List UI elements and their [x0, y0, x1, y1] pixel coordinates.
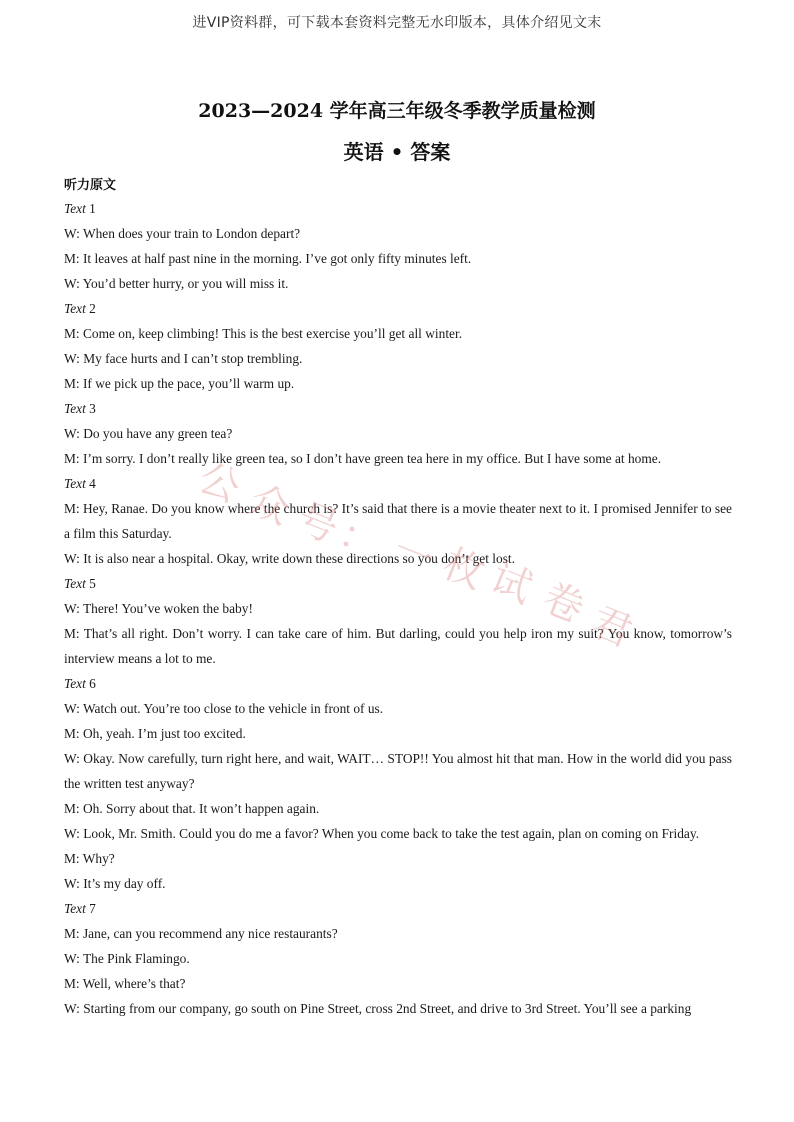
text-label-word: Text	[64, 676, 86, 691]
text-label-number: 1	[85, 201, 96, 216]
dialogue-line: M: Well, where’s that?	[64, 976, 186, 991]
page-title: 2023—2024 学年高三年级冬季教学质量检测	[198, 100, 596, 122]
dialogue-line: M: Oh. Sorry about that. It won’t happen again.	[64, 801, 320, 816]
dialogue-line: M: That’s all right. Don’t worry. I can take care of him. But darling, could you help iron my suit? You know, tomorrow’s interview means a lot to me.	[64, 626, 732, 666]
dialogue-line: W: The Pink Flamingo.	[64, 951, 190, 966]
dialogue-line: W: Okay. Now carefully, turn right here, and wait, WAIT… STOP!! You almost hit that man. How in the world did you pass the written test anyway?	[64, 751, 732, 791]
text-section-label	[64, 296, 732, 321]
section-heading: 听力原文	[64, 178, 117, 193]
text-label-word: Text	[64, 576, 86, 591]
text-label-number: 3	[85, 401, 96, 416]
text-section-label	[64, 571, 732, 596]
dialogue-line: W: It’s my day off.	[64, 876, 166, 891]
dialogue-line: W: There! You’ve woken the baby!	[64, 601, 253, 616]
watermark-glyph: 一	[386, 526, 441, 585]
text-label-number: 5	[85, 576, 96, 591]
dialogue-line: M: Jane, can you recommend any nice restaurants?	[64, 926, 338, 941]
watermark-glyph: ：	[332, 510, 387, 569]
dialogue-line: W: You’d better hurry, or you will miss it.	[64, 276, 289, 291]
dialogue-line: W: Watch out. You’re too close to the vehicle in front of us.	[64, 701, 384, 716]
watermark-glyph: 试	[484, 554, 539, 613]
text-section-label	[64, 196, 732, 221]
text-label-number: 2	[85, 301, 96, 316]
dialogue-line: W: Do you have any green tea?	[64, 426, 233, 441]
transcript	[64, 196, 732, 1021]
text-section-label	[64, 471, 732, 496]
dialogue-line: M: I’m sorry. I don’t really like green tea, so I don’t have green tea here in my office. But I have some at home.	[64, 451, 662, 466]
dialogue-line: M: Hey, Ranae. Do you know where the church is? It’s said that there is a movie theater next to it. I promised Jennifer to see a film this Saturday.	[64, 501, 732, 541]
dialogue-line: M: Come on, keep climbing! This is the best exercise you’ll get all winter.	[64, 326, 463, 341]
watermark-glyph: 卷	[536, 574, 591, 633]
text-section-label	[64, 396, 732, 421]
dialogue-line: M: It leaves at half past nine in the morning. I’ve got only fifty minutes left.	[64, 251, 472, 266]
dialogue-line: W: It is also near a hospital. Okay, write down these directions so you don’t get lost.	[64, 551, 515, 566]
watermark-glyph: 众	[242, 476, 297, 535]
dialogue-line: M: Oh, yeah. I’m just too excited.	[64, 726, 246, 741]
text-label-number: 6	[85, 676, 96, 691]
dialogue-line: W: My face hurts and I can’t stop trembling.	[64, 351, 303, 366]
text-section-label	[64, 671, 732, 696]
text-label-word: Text	[64, 901, 86, 916]
top-banner: 进VIP资料群，可下载本套资料完整无水印版本，具体介绍见文末	[192, 15, 602, 31]
dialogue-line: M: If we pick up the pace, you’ll warm up.	[64, 376, 295, 391]
watermark-glyph: 公	[192, 454, 247, 513]
watermark-glyph: 号	[290, 494, 345, 553]
text-label-word: Text	[64, 401, 86, 416]
dialogue-line: M: Why?	[64, 851, 115, 866]
text-label-number: 4	[85, 476, 96, 491]
text-label-word: Text	[64, 476, 86, 491]
text-label-number: 7	[85, 901, 96, 916]
page-subtitle: 英语 • 答案	[343, 140, 451, 164]
watermark-glyph: 君	[584, 598, 639, 657]
text-section-label	[64, 896, 732, 921]
dialogue-line: W: When does your train to London depart?	[64, 226, 301, 241]
text-label-word: Text	[64, 201, 86, 216]
watermark-glyph: 枚	[436, 540, 491, 599]
dialogue-line: W: Look, Mr. Smith. Could you do me a favor? When you come back to take the test again, plan on coming on Friday.	[64, 826, 700, 841]
text-label-word: Text	[64, 301, 86, 316]
dialogue-line: W: Starting from our company, go south on Pine Street, cross 2nd Street, and drive to 3rd Street. You’ll see a parking	[64, 1001, 692, 1016]
